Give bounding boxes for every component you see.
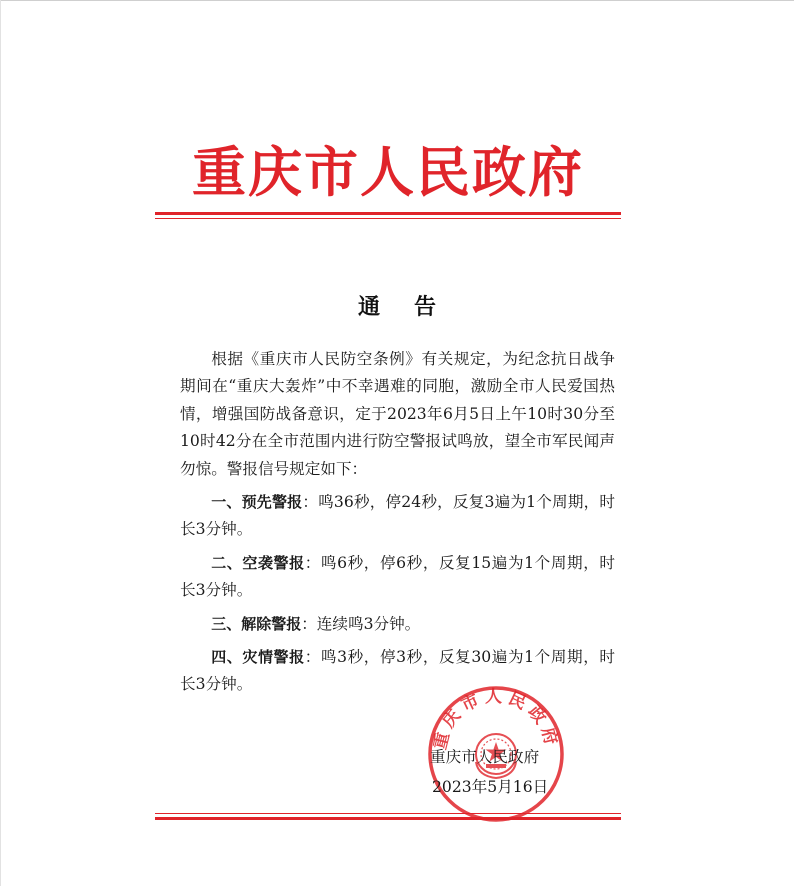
alarm-item-label: 三、解除警报 (211, 614, 302, 633)
document-header-title: 重庆市人民政府 (192, 141, 584, 204)
notice-body (180, 346, 615, 699)
signature-date: 2023年5月16日 (432, 778, 549, 796)
alarm-item-3 (180, 611, 615, 638)
page-edge (0, 0, 794, 1)
seal-text: 重庆市人民政府 (430, 687, 562, 752)
page-edge (0, 0, 1, 886)
notice-title: 通告 (357, 294, 470, 320)
alarm-item-text: ：鸣36秒，停24秒，反复3遍为1个周期，时长3分钟。 (180, 493, 615, 539)
footer-rule-thin (155, 813, 621, 814)
alarm-item-1 (180, 489, 615, 544)
alarm-item-text: ：鸣3秒，停3秒，反复30遍为1个周期，时长3分钟。 (180, 648, 615, 694)
alarm-item-text: ：连续鸣3分钟。 (301, 614, 421, 633)
notice-intro: 根据《重庆市人民防空条例》有关规定，为纪念抗日战争期间在“重庆大轰炸”中不幸遇难的同胞，激励全市人民爱国热情，增强国防战备意识，定于2023年6月5日上午10时30分至10时42分在全市范围内进行防空警报试鸣放，望全市军民闻声勿惊。警报信号规定如下： (180, 350, 615, 478)
header-rule-thin (155, 218, 621, 219)
alarm-item-2 (180, 550, 615, 605)
alarm-item-label: 四、灾情警报 (211, 648, 305, 667)
signature-block (420, 742, 590, 802)
header-rule-thick (155, 212, 621, 215)
alarm-item-label: 一、预先警报 (211, 493, 303, 512)
footer-rule-thick (155, 817, 621, 820)
alarm-item-label: 二、空袭警报 (211, 553, 305, 572)
signature-org: 重庆市人民政府 (430, 748, 540, 766)
alarm-item-text: ：鸣6秒，停6秒，反复15遍为1个周期，时长3分钟。 (180, 553, 615, 600)
